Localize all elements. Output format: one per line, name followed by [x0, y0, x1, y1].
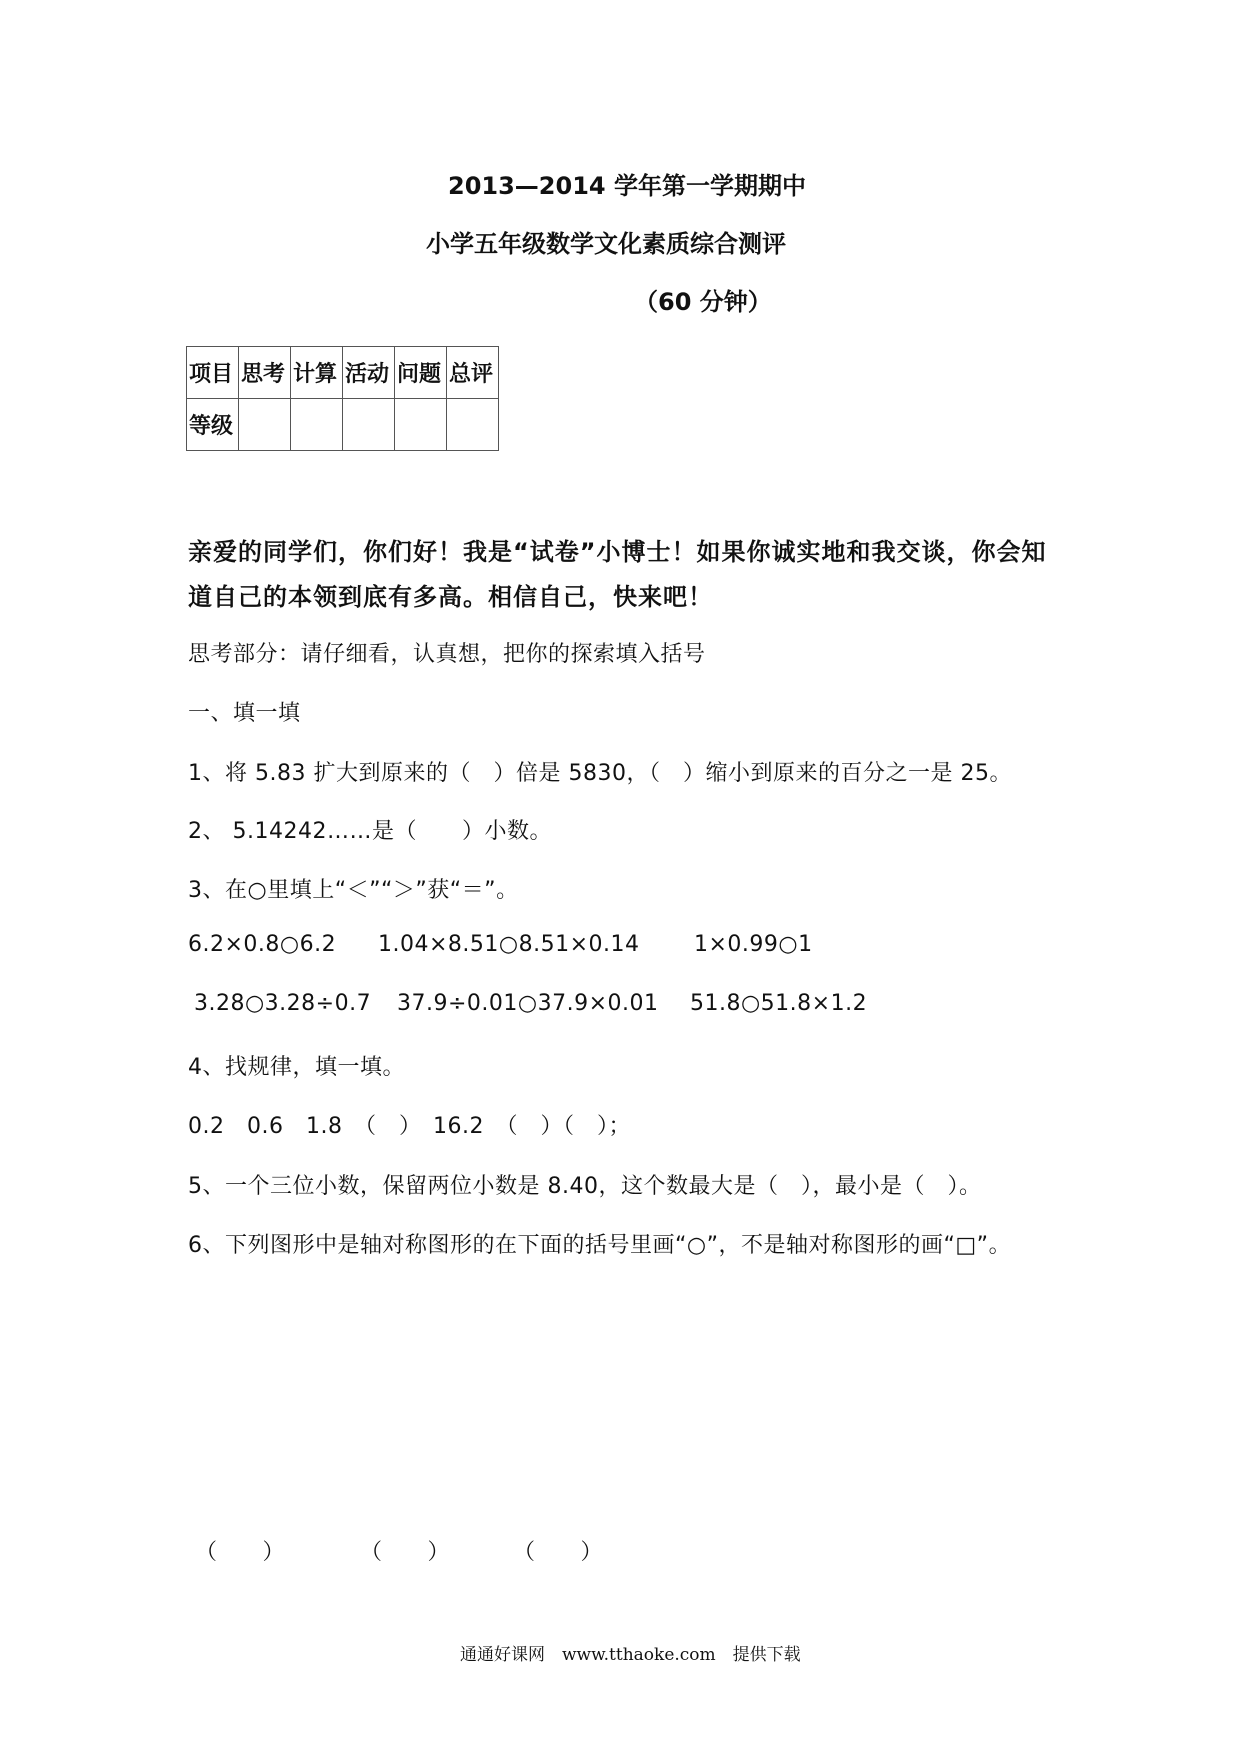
q6-answer-paren: （ ）	[513, 1540, 604, 1565]
grade-cell: 计算	[291, 347, 343, 399]
grade-table	[186, 346, 499, 451]
grade-cell: 思考	[239, 347, 291, 399]
intro-line1: 亲爱的同学们，你们好！我是“试卷”小博士！如果你诚实地和我交谈，你会知	[188, 538, 1047, 566]
q3-item: 51.8○51.8×1.2	[690, 991, 868, 1016]
q6-answer-paren: （ ）	[360, 1540, 451, 1565]
grade-cell	[291, 399, 343, 451]
grade-table-header-row	[187, 347, 499, 399]
grade-cell	[343, 399, 395, 451]
q3-item: 37.9÷0.01○37.9×0.01	[397, 991, 659, 1016]
grade-cell: 等级	[187, 399, 239, 451]
question-5: 5、一个三位小数，保留两位小数是 8.40，这个数最大是（ ），最小是（ ）。	[188, 1174, 982, 1199]
question-4: 4、找规律，填一填。	[188, 1055, 405, 1080]
q6-answer-paren: （ ）	[195, 1540, 286, 1565]
exam-title-line2: 小学五年级数学文化素质综合测评	[426, 230, 786, 258]
grade-cell: 项目	[187, 347, 239, 399]
exam-duration: （60 分钟）	[634, 288, 772, 316]
question-3: 3、在○里填上“＜”“＞”获“＝”。	[188, 878, 519, 903]
q3-item: 1.04×8.51○8.51×0.14	[378, 932, 640, 957]
question-6: 6、下列图形中是轴对称图形的在下面的括号里画“○”，不是轴对称图形的画“□”。	[188, 1233, 1012, 1258]
section-heading: 思考部分：请仔细看，认真想，把你的探索填入括号	[188, 642, 706, 667]
question-1: 1、将 5.83 扩大到原来的（ ）倍是 5830，（ ）缩小到原来的百分之一是 25。	[188, 761, 1012, 786]
grade-table-value-row	[187, 399, 499, 451]
grade-cell: 问题	[395, 347, 447, 399]
q3-item: 6.2×0.8○6.2	[188, 932, 337, 957]
grade-cell: 总评	[447, 347, 499, 399]
grade-cell	[447, 399, 499, 451]
question-2: 2、 5.14242……是（ ）小数。	[188, 819, 552, 844]
q3-item: 3.28○3.28÷0.7	[194, 991, 372, 1016]
q3-item: 1×0.99○1	[694, 932, 813, 957]
q4-sequence: 0.2 0.6 1.8 （ ） 16.2 （ ）（ ）；	[188, 1114, 631, 1139]
grade-cell	[239, 399, 291, 451]
intro-line2: 道自己的本领到底有多高。相信自己，快来吧！	[188, 583, 713, 611]
grade-cell: 活动	[343, 347, 395, 399]
exam-title-line1: 2013—2014 学年第一学期期中	[448, 172, 806, 200]
part-heading: 一、填一填	[188, 701, 301, 726]
grade-cell	[395, 399, 447, 451]
footer-credit: 通通好课网 www.tthaoke.com 提供下载	[460, 1645, 801, 1665]
